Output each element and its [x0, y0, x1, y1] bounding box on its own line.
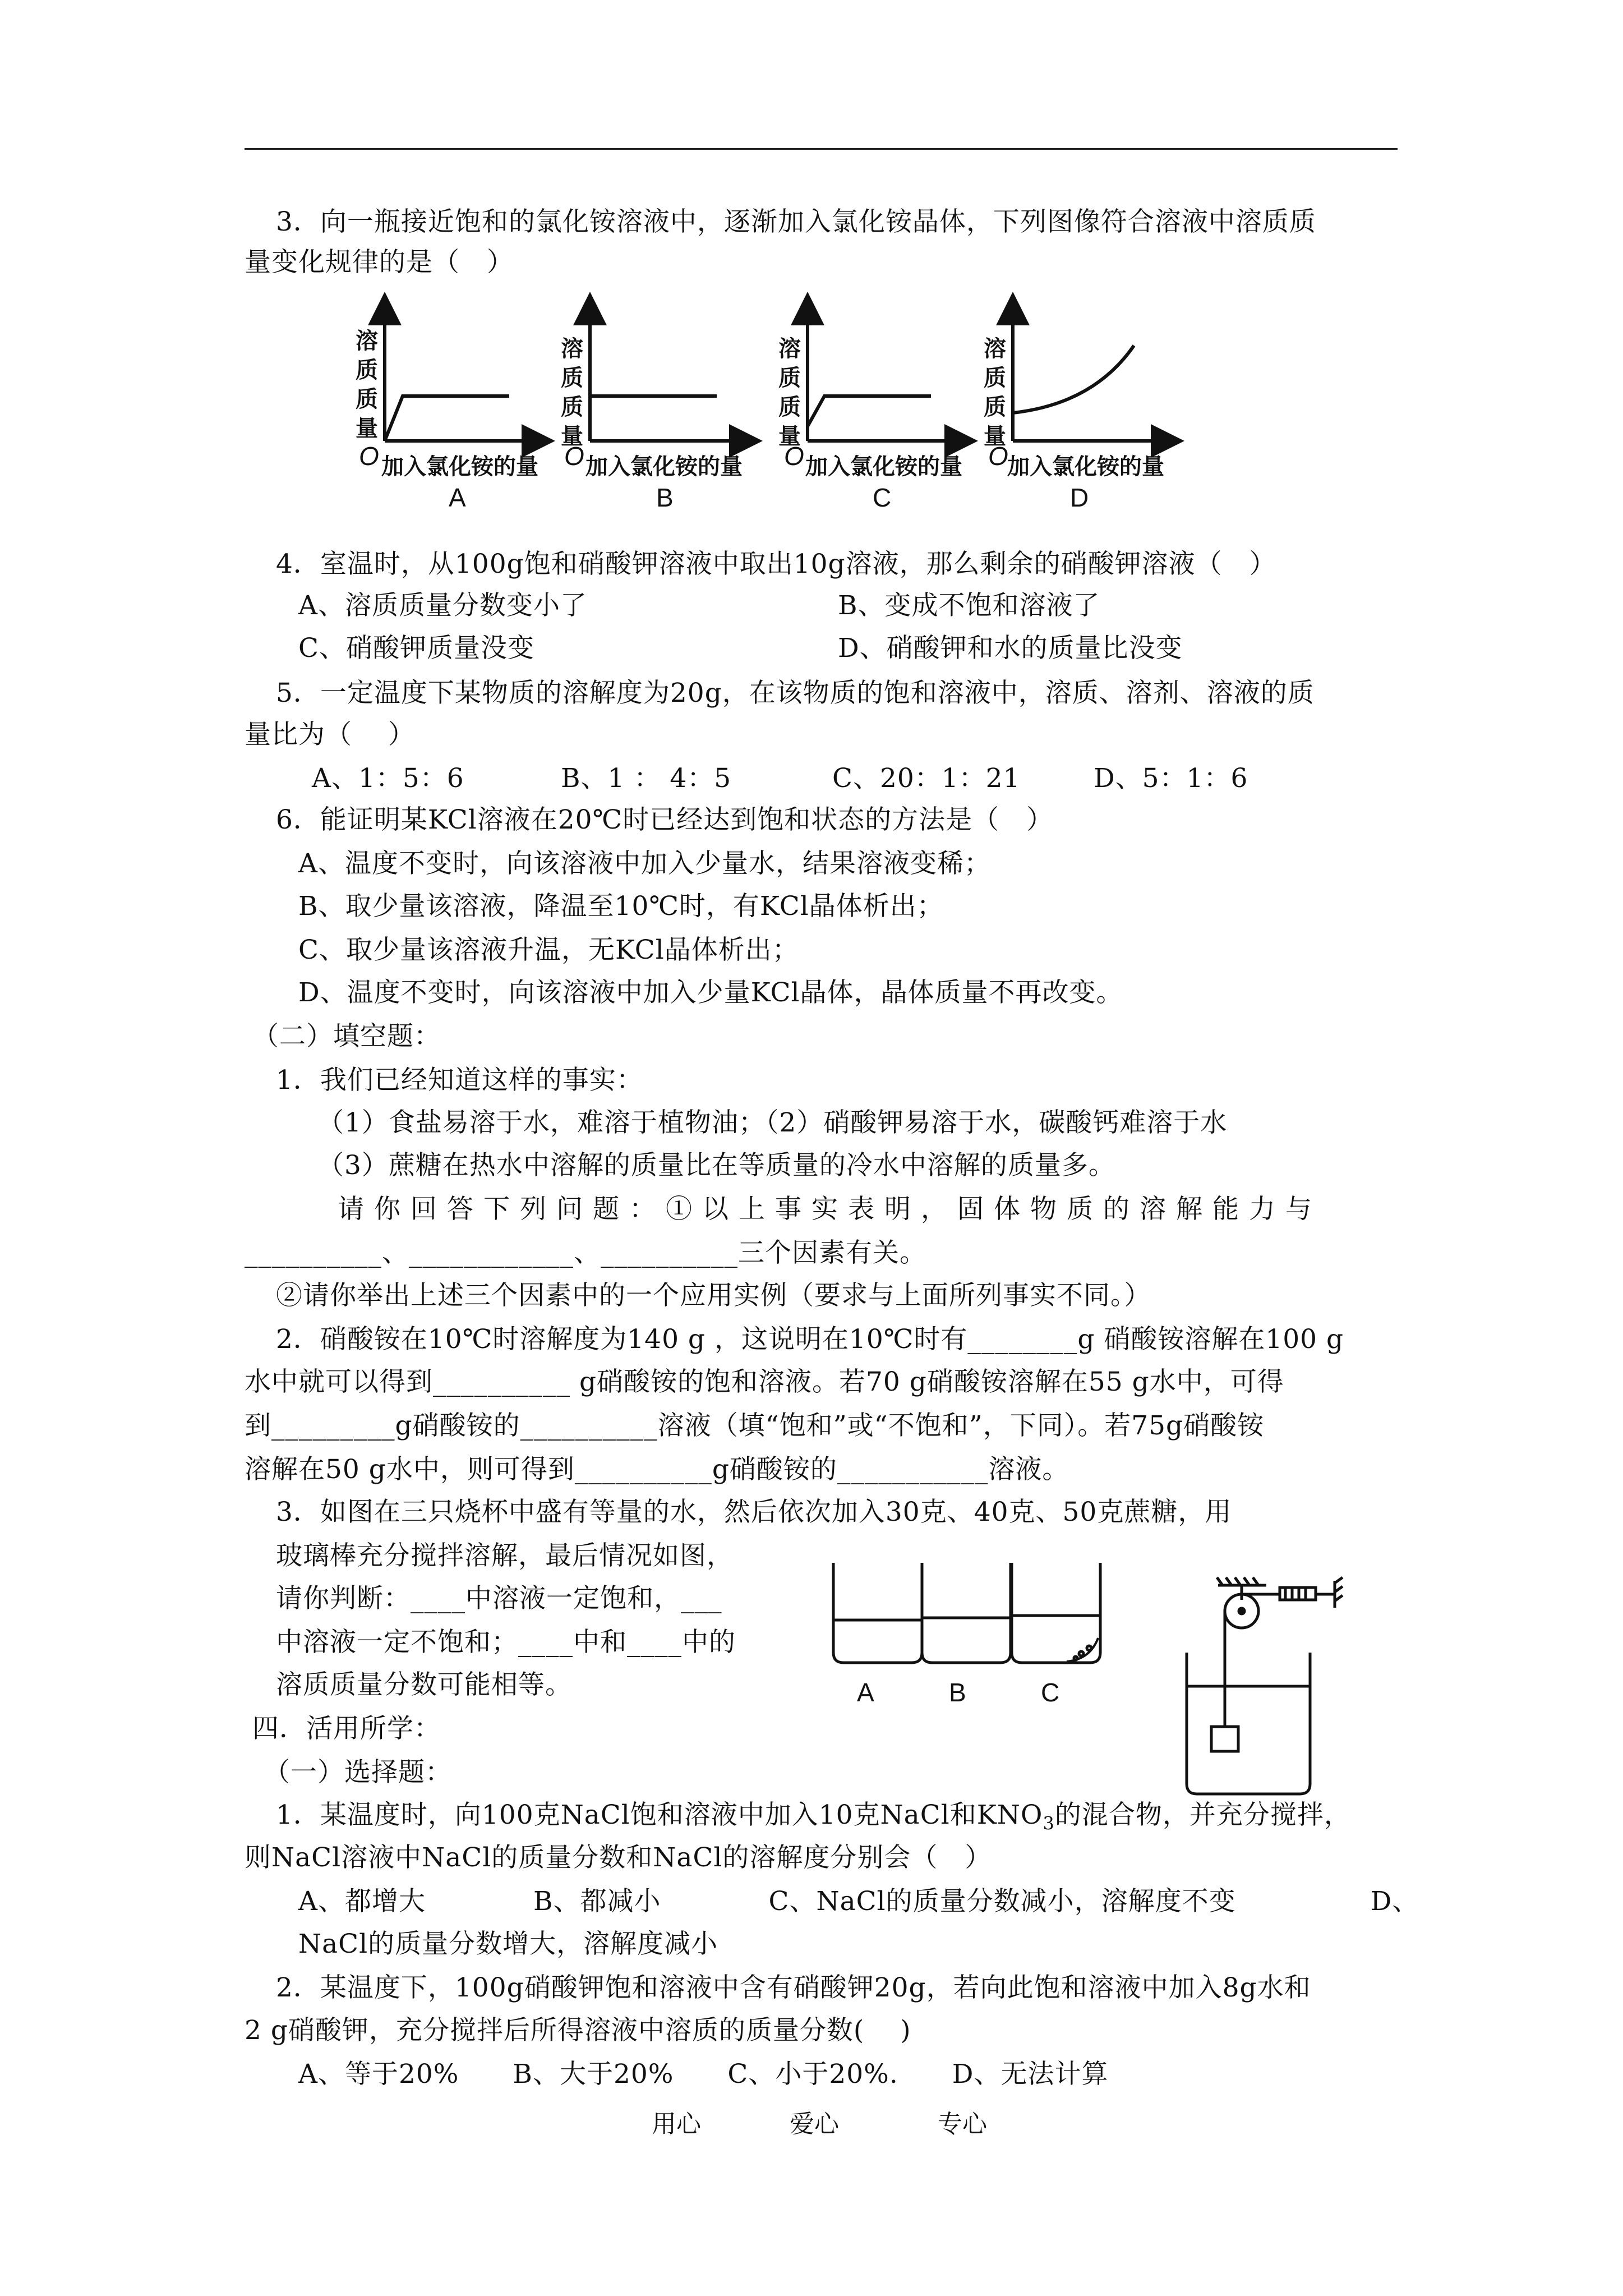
fill-q2-line-2: 水中就可以得到__________ g硝酸铵的饱和溶液。若70 g硝酸铵溶解在55 g水中，可得 — [245, 1366, 1284, 1397]
fill-q3-line-4: 中溶液一定不饱和；____中和____中的 — [276, 1627, 736, 1658]
q4-option-b: B、变成不饱和溶液了 — [838, 590, 1100, 621]
origin-label: O — [359, 441, 379, 471]
graph-b — [590, 309, 746, 441]
fill-q1-fact-1: （1）食盐易溶于水，难溶于植物油；（2）硝酸钾易溶于水，碳酸钙难溶于水 — [317, 1107, 1228, 1138]
section4-sub-heading: （一）选择题： — [264, 1757, 452, 1788]
s4-q1-line-1 — [276, 1798, 1351, 1840]
graph-a — [385, 309, 538, 441]
footer-right: 专心 — [938, 2110, 987, 2138]
q5-option-c: C、20：1：21 — [832, 763, 1021, 794]
q3-stem-line-2: 量变化规律的是（ ） — [245, 247, 514, 278]
graph-d-curve — [1013, 346, 1134, 413]
apparatus-beaker — [1187, 1653, 1310, 1794]
q4-option-a: A、溶质质量分数变小了 — [298, 590, 587, 621]
y-axis-char: 质 — [356, 358, 378, 383]
beaker-a — [833, 1563, 922, 1663]
q5-option-b: B、1 ： 4：5 — [561, 763, 732, 794]
x-axis-label: 加入氯化铵的量 — [585, 454, 743, 479]
immersed-block — [1211, 1727, 1238, 1751]
s4-q1-option-d: NaCl的质量分数增大，溶解度减小 — [298, 1929, 718, 1959]
s4-q2-line-1: 2．某温度下，100g硝酸钾饱和溶液中含有硝酸钾20g，若向此饱和溶液中加入8g水和 — [276, 1972, 1311, 2003]
q4-option-d: D、硝酸钾和水的质量比没变 — [838, 633, 1183, 664]
s4-q1-line-1-text: 1．某温度时，向100克NaCl饱和溶液中加入10克NaCl和KNO — [276, 1800, 1043, 1830]
fill-q1-fact-2: （3）蔗糖在热水中溶解的质量比在等质量的冷水中溶解的质量多。 — [317, 1150, 1115, 1181]
q5-option-a: A、1：5：6 — [312, 763, 464, 794]
footer-left: 用心 — [652, 2110, 701, 2138]
q6-option-b: B、取少量该溶液，降温至10℃时，有KCl晶体析出； — [298, 891, 944, 922]
graph-c — [808, 309, 961, 441]
origin-label: O — [784, 441, 804, 471]
q5-option-d: D、5：1：6 — [1094, 763, 1248, 794]
beaker-c-sediment — [1067, 1638, 1098, 1662]
x-axis-label: 加入氯化铵的量 — [1007, 454, 1164, 479]
y-axis-char: 质 — [356, 387, 378, 412]
graph-c-curve — [808, 396, 931, 426]
y-axis-char: 量 — [356, 416, 378, 441]
subscript: 3 — [1043, 1812, 1055, 1834]
beaker-c-label: C — [1041, 1678, 1060, 1707]
s4-q2-line-2: 2 g硝酸钾，充分搅拌后所得溶液中溶质的质量分数( ) — [245, 2015, 911, 2046]
graph-c-letter: C — [873, 483, 892, 512]
beaker-a-label: A — [857, 1678, 874, 1707]
fill-q3-line-2: 玻璃棒充分搅拌溶解，最后情况如图， — [276, 1540, 734, 1571]
graph-d — [1013, 309, 1168, 441]
y-axis-char: 质 — [984, 366, 1006, 390]
fill-q3-line-1: 3．如图在三只烧杯中盛有等量的水，然后依次加入30克、40克、50克蔗糖，用 — [276, 1497, 1232, 1527]
s4-q1-line-1-end: 的混合物，并充分搅拌， — [1054, 1800, 1351, 1830]
graph-a-curve — [385, 396, 509, 441]
y-axis-char: 质 — [778, 395, 801, 420]
s4-q1-line-2: 则NaCl溶液中NaCl的质量分数和NaCl的溶解度分别会（ ） — [245, 1842, 992, 1873]
fill-q1-stem: 1．我们已经知道这样的事实： — [276, 1065, 643, 1096]
y-axis-char: 质 — [984, 395, 1006, 420]
y-axis-char: 质 — [778, 366, 801, 390]
y-axis-char: 质 — [561, 366, 583, 390]
beaker-b — [922, 1563, 1011, 1663]
fill-q1-ask-1: 请你回答下列问题：①以上事实表明，固体物质的溶解能力与 — [338, 1194, 1322, 1225]
q6-option-a: A、温度不变时，向该溶液中加入少量水，结果溶液变稀； — [298, 848, 991, 879]
x-axis-label: 加入氯化铵的量 — [381, 454, 538, 479]
q3-stem-line-1: 3．向一瓶接近饱和的氯化铵溶液中，逐渐加入氯化铵晶体，下列图像符合溶液中溶质质 — [276, 206, 1316, 237]
y-axis-char: 质 — [561, 395, 583, 420]
s4-q1-options: A、都增大 B、都减小 C、NaCl的质量分数减小，溶解度不变 D、 — [298, 1886, 1419, 1917]
fill-heading: （二）填空题： — [252, 1021, 441, 1052]
fill-q2-line-1: 2．硝酸铵在10℃时溶解度为140 g ，这说明在10℃时有________g 硝酸铵溶解在100 g — [276, 1324, 1344, 1355]
y-axis-char: 溶 — [984, 337, 1006, 361]
y-axis-char: 溶 — [561, 337, 583, 361]
graph-a-letter: A — [449, 483, 466, 512]
q6-option-d: D、温度不变时，向该溶液中加入少量KCl晶体，晶体质量不再改变。 — [298, 977, 1123, 1008]
q6-stem: 6．能证明某KCl溶液在20℃时已经达到饱和状态的方法是（ ） — [276, 804, 1054, 835]
fill-q1-ask-3: ②请你举出上述三个因素中的一个应用实例（要求与上面所列事实不同。） — [276, 1280, 1151, 1311]
fill-q1-ask-2: __________、____________、__________三个因素有关。 — [245, 1237, 926, 1268]
beaker-b-label: B — [949, 1678, 966, 1707]
q4-stem: 4．室温时，从100g饱和硝酸钾溶液中取出10g溶液，那么剩余的硝酸钾溶液（ ） — [276, 549, 1276, 579]
fill-q2-line-3: 到_________g硝酸铵的__________溶液（填“饱和”或“不饱和”，下同）。若75g硝酸铵 — [245, 1410, 1265, 1441]
fill-q3-line-5: 溶质质量分数可能相等。 — [276, 1669, 572, 1700]
footer-middle: 爱心 — [790, 2110, 839, 2138]
x-axis-label: 加入氯化铵的量 — [805, 454, 962, 479]
graph-b-letter: B — [656, 483, 674, 512]
graph-d-letter: D — [1070, 483, 1089, 512]
beaker-c — [1012, 1563, 1100, 1663]
y-axis-char: 量 — [984, 424, 1006, 449]
section4-heading: 四．活用所学： — [252, 1713, 441, 1744]
q4-option-c: C、硝酸钾质量没变 — [298, 633, 534, 664]
origin-label: O — [988, 441, 1008, 471]
fill-q2-line-4: 溶解在50 g水中，则可得到__________g硝酸铵的___________溶液。 — [245, 1454, 1069, 1485]
y-axis-char: 溶 — [356, 329, 378, 353]
q5-stem-line-2: 量比为（ ） — [245, 719, 415, 750]
s4-q2-options: A、等于20% B、大于20% C、小于20%. D、无法计算 — [298, 2059, 1109, 2090]
y-axis-char: 量 — [561, 424, 583, 449]
pulley-apparatus — [1187, 1577, 1343, 1794]
fill-q3-line-3: 请你判断：____中溶液一定饱和，___ — [276, 1583, 722, 1614]
y-axis-char: 量 — [778, 424, 801, 449]
y-axis-char: 溶 — [778, 337, 801, 361]
q5-stem-line-1: 5．一定温度下某物质的溶解度为20g，在该物质的饱和溶液中，溶质、溶剂、溶液的质 — [276, 678, 1315, 708]
q6-option-c: C、取少量该溶液升温，无KCl晶体析出； — [298, 935, 799, 965]
origin-label: O — [564, 441, 584, 471]
